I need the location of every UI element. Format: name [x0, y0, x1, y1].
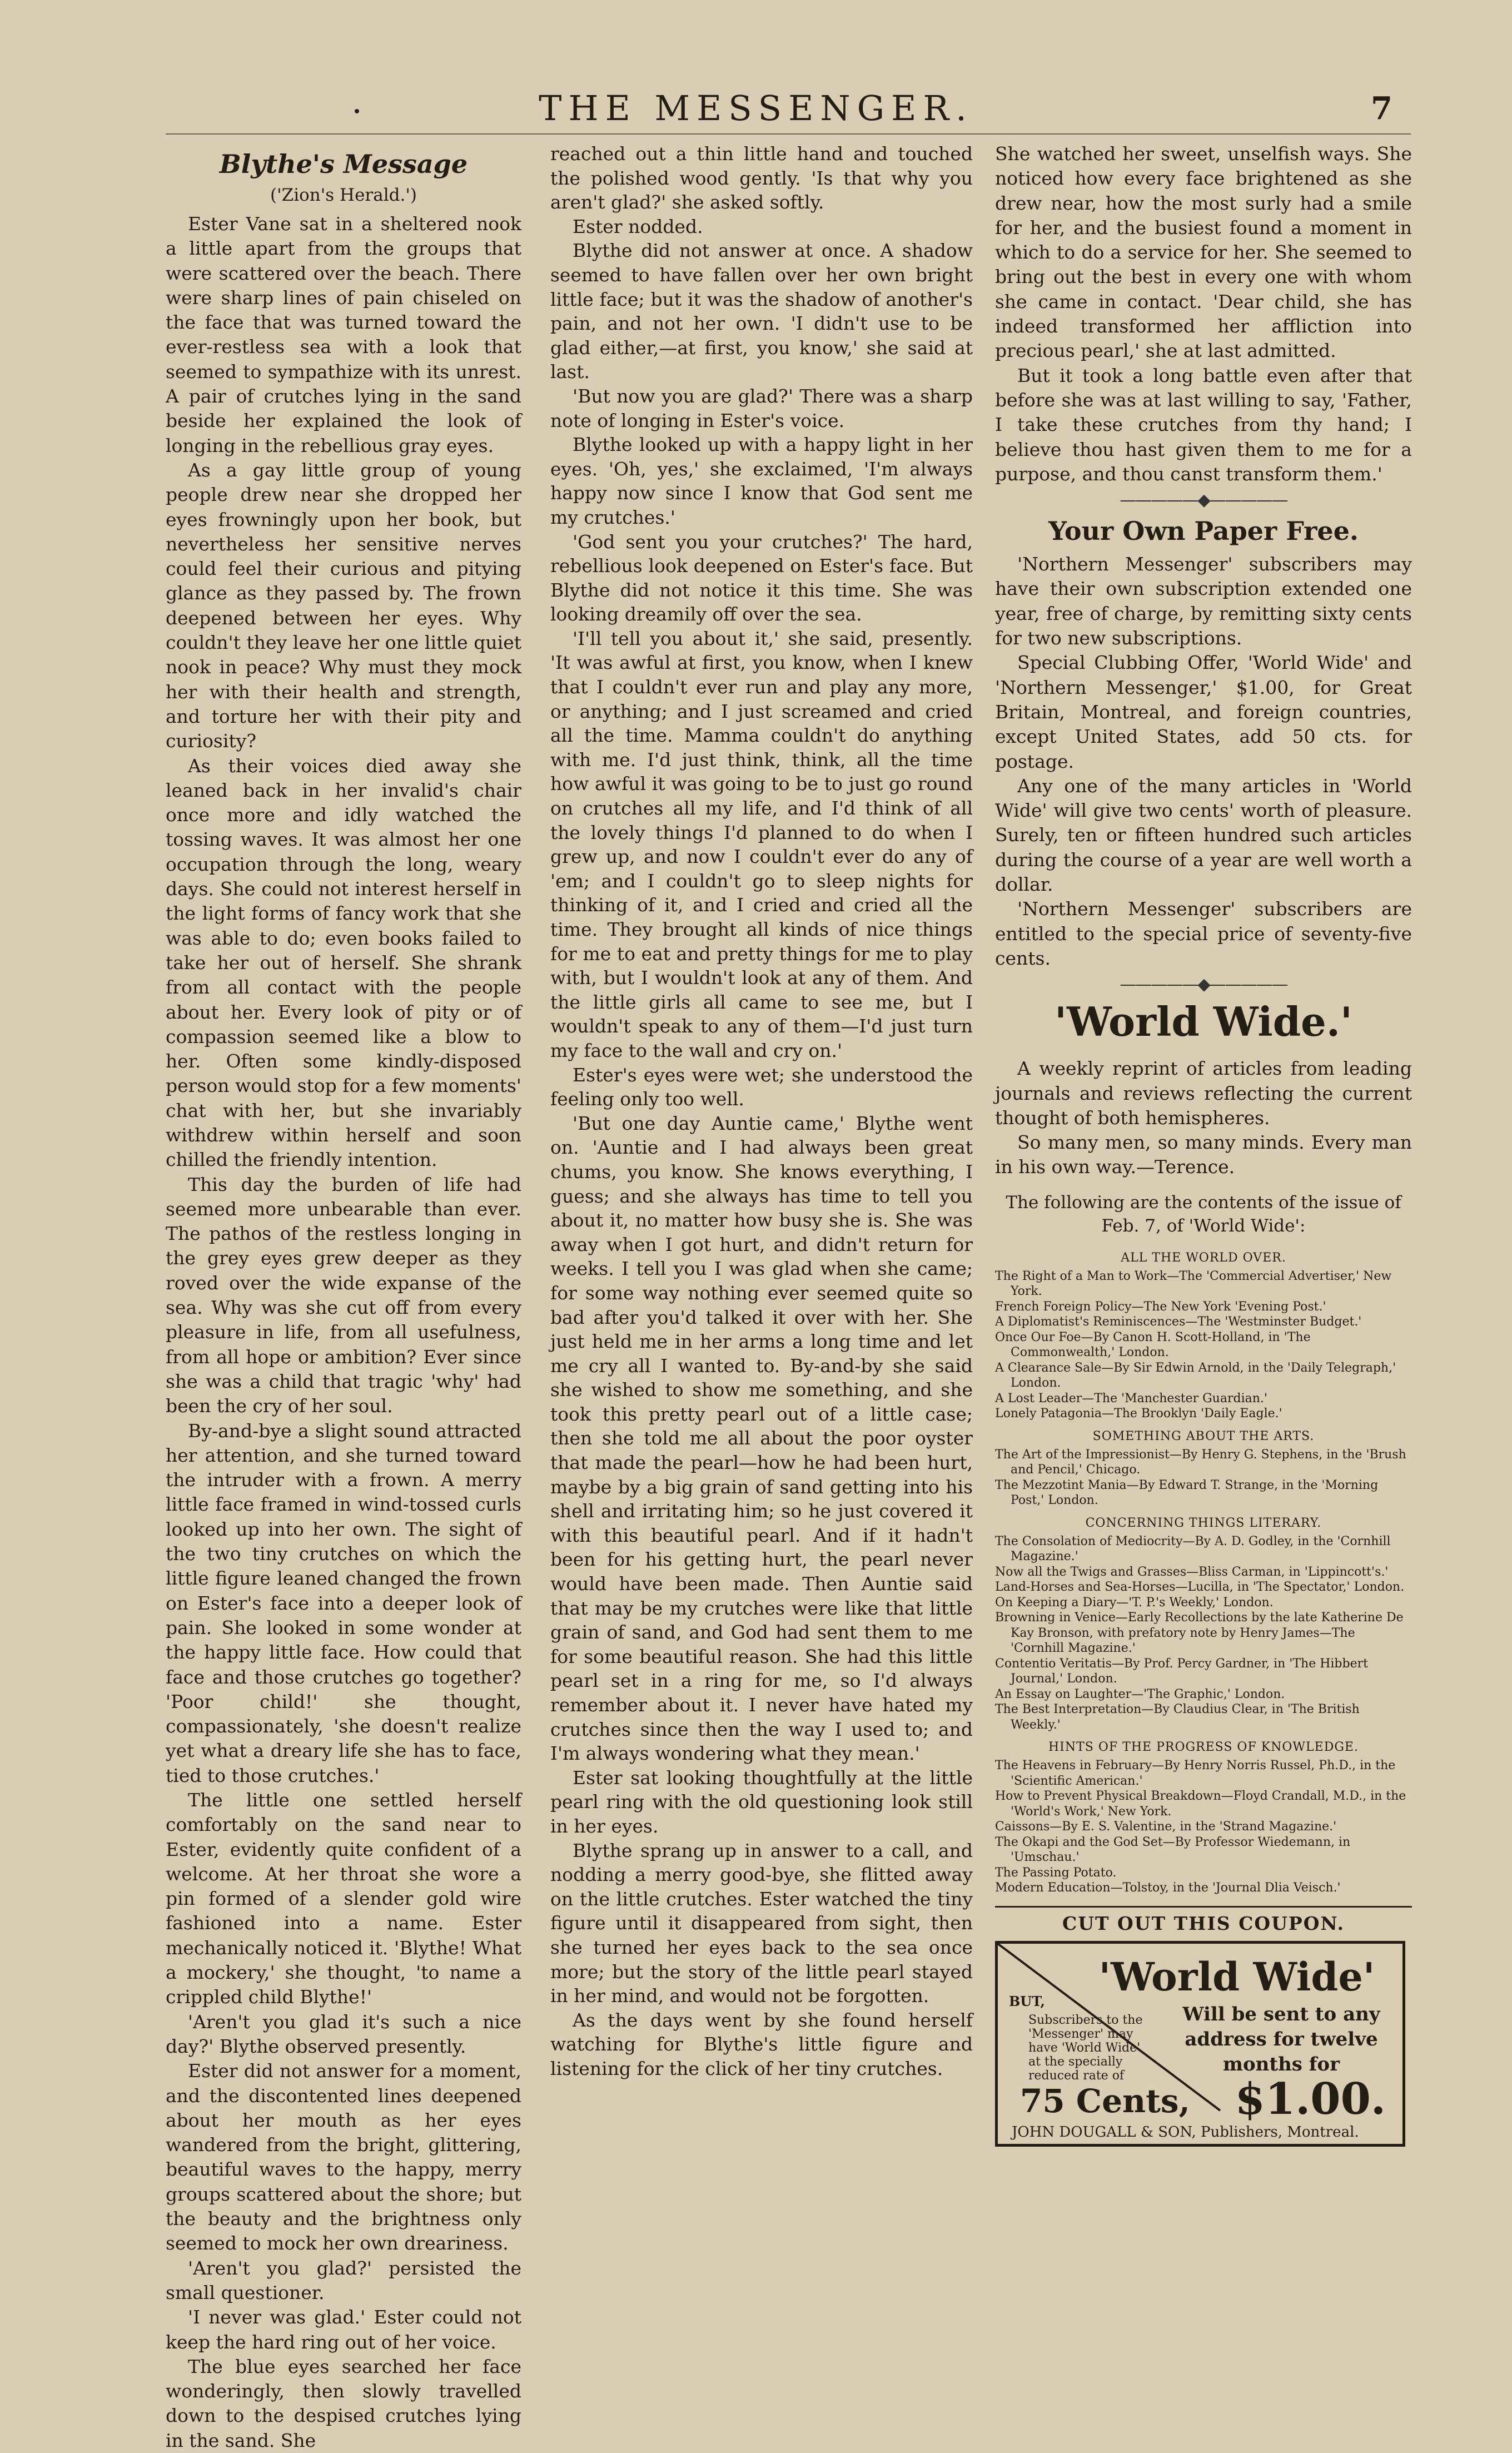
world-wide-body — [995, 1056, 1412, 1179]
contents-entry: Modern Education—Tolstoy, in the 'Journal Dlia Veisch.' — [995, 1881, 1341, 1895]
world-wide-paragraph: So many men, so many minds. Every man in his own way.—Terence. — [995, 1131, 1412, 1178]
coupon-line-1: Will be sent to any — [1182, 2003, 1380, 2025]
header-rule — [166, 133, 1411, 135]
coupon-publisher: JOHN DOUGALL & SON, Publishers, Montreal. — [1012, 2123, 1359, 2141]
world-wide-heading: 'World Wide.' — [1055, 998, 1352, 1046]
coupon-line-3: months for — [1223, 2053, 1340, 2075]
own-paper-paragraph: Special Clubbing Offer, 'World Wide' and 'Northern Messenger,' $1.00, for Great Britain, Montreal, and foreign countries, except United States, add 50 cts. for postage. — [995, 652, 1412, 772]
ornament-dot — [355, 109, 359, 113]
own-paper-heading: Your Own Paper Free. — [1048, 516, 1359, 547]
contents-entry: The Consolation of Mediocrity—By A. D. Godley, in the 'Cornhill Magazine.' — [995, 1534, 1391, 1564]
contents-entry: How to Prevent Physical Breakdown—Floyd Crandall, M.D., in the 'World's Work,' New York. — [995, 1789, 1406, 1819]
contents-entry: On Keeping a Diary—'T. P.'s Weekly,' London. — [995, 1595, 1274, 1610]
contents-entry: A Diplomatist's Reminiscences—The 'Westminster Budget.' — [995, 1315, 1362, 1329]
story-paragraph: This day the burden of life had seemed more unbearable than ever. The pathos of the restless longing in the grey eyes grew deeper as they roved over the wide expanse of the sea. Why was she cut off from every pleasure in life, from all usefulness, from all hope or ambition? Ever since she was a child that tragic 'why' had been the cry of her soul. — [166, 1173, 521, 1417]
contents-section-heading: ALL THE WORLD OVER. — [1121, 1250, 1286, 1265]
own-paper-paragraph: Any one of the many articles in 'World Wide' will give two cents' worth of pleasure. Surely, ten or fifteen hundred such articles during the course of a year are well worth a dollar. — [995, 774, 1412, 896]
contents-entry: The Right of a Man to Work—The 'Commercial Advertiser,' New York. — [995, 1269, 1392, 1299]
contents-section-heading: CONCERNING THINGS LITERARY. — [1085, 1516, 1322, 1530]
own-paper-paragraph: 'Northern Messenger' subscribers are entitled to the special price of seventy-five cents. — [995, 898, 1412, 969]
separator-ornament: —————◆————— — [1120, 975, 1287, 995]
story-paragraph: Ester's eyes were wet; she understood the feeling only too well. — [550, 1064, 973, 1110]
contents-entry: Land-Horses and Sea-Horses—Lucilla, in 'The Spectator,' London. — [995, 1580, 1405, 1595]
story-paragraph: Ester Vane sat in a sheltered nook a little apart from the groups that were scattered over the beach. There were sharp lines of pain chiseled on the face that was turned toward the ever-restless sea with a look that seemed to sympathize with its unrest. A pair of crutches lying in the sand beside her explained the look of longing in the rebellious gray eyes. — [166, 213, 521, 456]
contents-entry: Caissons—By E. S. Valentine, in the 'Strand Magazine.' — [995, 1820, 1337, 1834]
story-paragraph: As a gay little group of young people drew near she dropped her eyes frowningly upon her book, but nevertheless her sensitive nerves could feel their curious and pitying glance as they passed by. The frown deepened between her eyes. Why couldn't they leave her one little quiet nook in peace? Why must they mock her with their health and strength, and torture her with their pity and curiosity? — [166, 459, 521, 752]
story-paragraph: By-and-bye a slight sound attracted her attention, and she turned toward the intruder with a frown. A merry little face framed in wind-tossed curls looked up into her own. The sight of the two tiny crutches on which the little figure leaned changed the frown on Ester's face into a deeper look of pain. She looked in some wonder at the happy little face. How could that face and those crutches go together? 'Poor child!' she thought, compassionately, 'she doesn't realize yet what a dreary life she has to face, tied to those crutches.' — [166, 1419, 521, 1786]
story-paragraph: Blythe sprang up in answer to a call, and nodding a merry good-bye, she flitted away on the little crutches. Ester watched the tiny figure until it disappeared from sight, then she turned her eyes back to the sea once more; but the story of the little pearl stayed in her mind, and would not be forgotten. — [550, 1839, 973, 2007]
contents-entry: A Clearance Sale—By Sir Edwin Arnold, in the 'Daily Telegraph,' London. — [995, 1360, 1396, 1391]
contents-list — [995, 1250, 1412, 1896]
coupon-reduced-price: 75 Cents, — [1020, 2082, 1190, 2120]
story-paragraph: Ester did not answer for a moment, and the discontented lines deepened about her mouth as her eyes wandered from the bright, glittering, beautiful waves to the happy, merry groups scattered about the shore; but the beauty and the brightness only seemed to mock her own dreariness. — [166, 2060, 521, 2255]
contents-intro: The following are the contents of the issue of Feb. 7, of 'World Wide': — [1006, 1192, 1401, 1236]
story-title: Blythe's Message — [219, 149, 468, 179]
story-closing-paragraph: But it took a long battle even after that before she was at last willing to say, 'Father, I take these crutches from thy hand; I believe thou hast given them to me for a purpose, and thou canst transform them.' — [995, 364, 1412, 485]
story-paragraph: Ester sat looking thoughtfully at the little pearl ring with the old questioning look still in her eyes. — [550, 1766, 973, 1837]
contents-entry: The Heavens in February—By Henry Norris Russel, Ph.D., in the 'Scientific American.' — [995, 1759, 1396, 1788]
coupon-box — [995, 1941, 1405, 2147]
masthead — [0, 83, 1512, 133]
story-body-col1 — [166, 212, 521, 2453]
story-paragraph: 'God sent you your crutches?' The hard, rebellious look deepened on Ester's face. But Blythe did not notice it this time. She was looking dreamily off over the sea. — [550, 530, 973, 625]
contents-entry: Now all the Twigs and Grasses—Bliss Carman, in 'Lippincott's.' — [995, 1565, 1389, 1579]
story-paragraph: The blue eyes searched her face wonderingly, then slowly travelled down to the despised crutches lying in the sand. She — [166, 2355, 521, 2451]
own-paper-paragraph: 'Northern Messenger' subscribers may have their own subscription extended one year, free of charge, by remitting sixty cents for two new subscriptions. — [995, 553, 1412, 649]
contents-entry: The Art of the Impressionist—By Henry G. Stephens, in the 'Brush and Pencil,' Chicago. — [995, 1447, 1406, 1477]
column-1 — [166, 142, 521, 2453]
story-source: ('Zion's Herald.') — [270, 185, 417, 205]
contents-entry: French Foreign Policy—The New York 'Evening Post.' — [995, 1299, 1326, 1314]
coupon-rule — [995, 1906, 1412, 1908]
column-3 — [995, 142, 1412, 2147]
story-paragraph: 'But now you are glad?' There was a sharp note of longing in Ester's voice. — [550, 385, 973, 431]
story-paragraph: 'I'll tell you about it,' she said, presently. 'It was awful at first, you know, when I knew that I couldn't ever run and play any more, or anything; and I just screamed and cried all the time. Mamma couldn't do anything with me. I'd just think, think, all the time how awful it was going to be to just go round on crutches all my life, and I'd think of all the lovely things I'd planned to do when I grew up, and now I couldn't ever do any of 'em; and I couldn't go to sleep nights for thinking of it, and I cried and cried all the time. They brought all kinds of nice things for me to eat and pretty things for me to play with, but I wouldn't look at any of them. And the little girls all came to see me, but I wouldn't speak to any of them—I'd just turn my face to the wall and cry on.' — [550, 627, 973, 1061]
story-paragraph: As their voices died away she leaned back in her invalid's chair once more and idly watched the tossing waves. It was almost her one occupation through the long, weary days. She could not interest herself in the light forms of fancy work that she was able to do; even books failed to take her out of herself. She shrank from all contact with the people about her. Every look of pity or of compassion seemed like a blow to her. Often some kindly-disposed person would stop for a few moments' chat with her, but she invariably withdrew within herself and soon chilled the friendly intention. — [166, 754, 521, 1171]
page-number: 7 — [1371, 90, 1392, 127]
contents-entry: The Mezzotint Mania—By Edward T. Strange, in the 'Morning Post,' London. — [995, 1478, 1379, 1508]
masthead-title: THE MESSENGER. — [539, 88, 973, 128]
story-continuation: reached out a thin little hand and touched the polished wood gently. 'Is that why you aren't glad?' she asked softly. — [550, 143, 973, 213]
contents-entry: Browning in Venice—Early Recollections by the late Katherine De Kay Bronson, with prefatory note by Henry James—The 'Cornhill Magazine.' — [995, 1611, 1404, 1656]
column-2 — [550, 142, 973, 2081]
coupon-subscribers-text: Subscribers to the 'Messenger' may have 'World Wide' at the specially reduced rate of — [1028, 2013, 1143, 2083]
contents-entry: The Okapi and the God Set—By Professor Wiedemann, in 'Umschau.' — [995, 1835, 1351, 1865]
coupon-title: 'World Wide' — [1098, 1953, 1375, 2000]
story-paragraph: 'Aren't you glad?' persisted the small questioner. — [166, 2257, 521, 2303]
own-paper-body — [995, 552, 1412, 971]
coupon-heading: CUT OUT THIS COUPON. — [1062, 1912, 1345, 1934]
story-paragraph: As the days went by she found herself watching for Blythe's little figure and listening for the click of her tiny crutches. — [550, 2009, 973, 2079]
coupon-price: $1.00. — [1235, 2073, 1386, 2124]
contents-entry: The Passing Potato. — [995, 1865, 1117, 1880]
coupon-but: BUT, — [1009, 1993, 1045, 2009]
contents-entry: A Lost Leader—The 'Manchester Guardian.' — [995, 1391, 1267, 1406]
contents-entry: Contentio Veritatis—By Prof. Percy Gardner, in 'The Hibbert Journal,' London. — [995, 1656, 1368, 1686]
story-body-col2 — [550, 215, 973, 2081]
separator-ornament: —————◆————— — [1120, 490, 1287, 510]
contents-entry: The Best Interpretation—By Claudius Clear, in 'The British Weekly.' — [995, 1702, 1360, 1732]
contents-entry: Lonely Patagonia—The Brooklyn 'Daily Eagle.' — [995, 1407, 1282, 1421]
story-paragraph: 'Aren't you glad it's such a nice day?' Blythe observed presently. — [166, 2010, 521, 2057]
contents-section-heading: SOMETHING ABOUT THE ARTS. — [1092, 1429, 1315, 1443]
story-paragraph: Blythe looked up with a happy light in her eyes. 'Oh, yes,' she exclaimed, 'I'm always happy now since I know that God sent me my crutches.' — [550, 434, 973, 528]
story-paragraph: 'I never was glad.' Ester could not keep the hard ring out of her voice. — [166, 2306, 521, 2353]
coupon-line-2: address for twelve — [1185, 2028, 1378, 2050]
story-continuation-col3: She watched her sweet, unselfish ways. She noticed how every face brightened as she drew near, how the most surly had a smile for her, and the busiest found a moment in which to do a service for her. She seemed to bring out the best in every one with whom she came in contact. 'Dear child, she has indeed transformed her affliction into precious pearl,' she at last admitted. — [995, 143, 1412, 362]
story-paragraph: Blythe did not answer at once. A shadow seemed to have fallen over her own bright little face; but it was the shadow of another's pain, and not her own. 'I didn't use to be glad either,—at first, you know,' she said at last. — [550, 240, 973, 383]
story-paragraph: The little one settled herself comfortably on the sand near to Ester, evidently quite confident of a welcome. At her throat she wore a pin formed of a slender gold wire fashioned into a name. Ester mechanically noticed it. 'Blythe! What a mockery,' she thought, 'to name a crippled child Blythe!' — [166, 1789, 521, 2008]
story-paragraph: Ester nodded. — [573, 215, 703, 237]
contents-entry: An Essay on Laughter—'The Graphic,' London. — [995, 1687, 1285, 1701]
contents-section-heading: HINTS OF THE PROGRESS OF KNOWLEDGE. — [1048, 1740, 1359, 1755]
contents-entry: Once Our Foe—By Canon H. Scott-Holland, in 'The Commonwealth,' London. — [995, 1330, 1311, 1360]
world-wide-paragraph: A weekly reprint of articles from leading journals and reviews reflecting the current thought of both hemispheres. — [995, 1057, 1412, 1129]
story-paragraph: 'But one day Auntie came,' Blythe went on. 'Auntie and I had always been great chums, you know. She knows everything, I guess; and she always has time to tell you about it, no matter how busy she is. She was away when I got hurt, and didn't return for weeks. I tell you I was glad when she came; for some way nothing ever seemed quite so bad after you'd talked it over with her. She just held me in her arms a long time and let me cry all I wanted to. By-and-by she said she wished to show me something, and she took this pretty pearl out of a little case; then she told me all about the poor oyster that made the pearl—how he had been hurt, maybe by a big grain of sand getting into his shell and irritating him; so he just covered it with this beautiful pearl. And if it hadn't been for his getting hurt, the pearl never would have been made. Then Auntie said that may be my crutches were like that little grain of sand, and God had sent them to me for some beautiful reason. She had this little pearl set in a ring for me, so I'd always remember about it. I never have hated my crutches since then the way I used to; and I'm always wondering what they mean.' — [550, 1112, 973, 1765]
